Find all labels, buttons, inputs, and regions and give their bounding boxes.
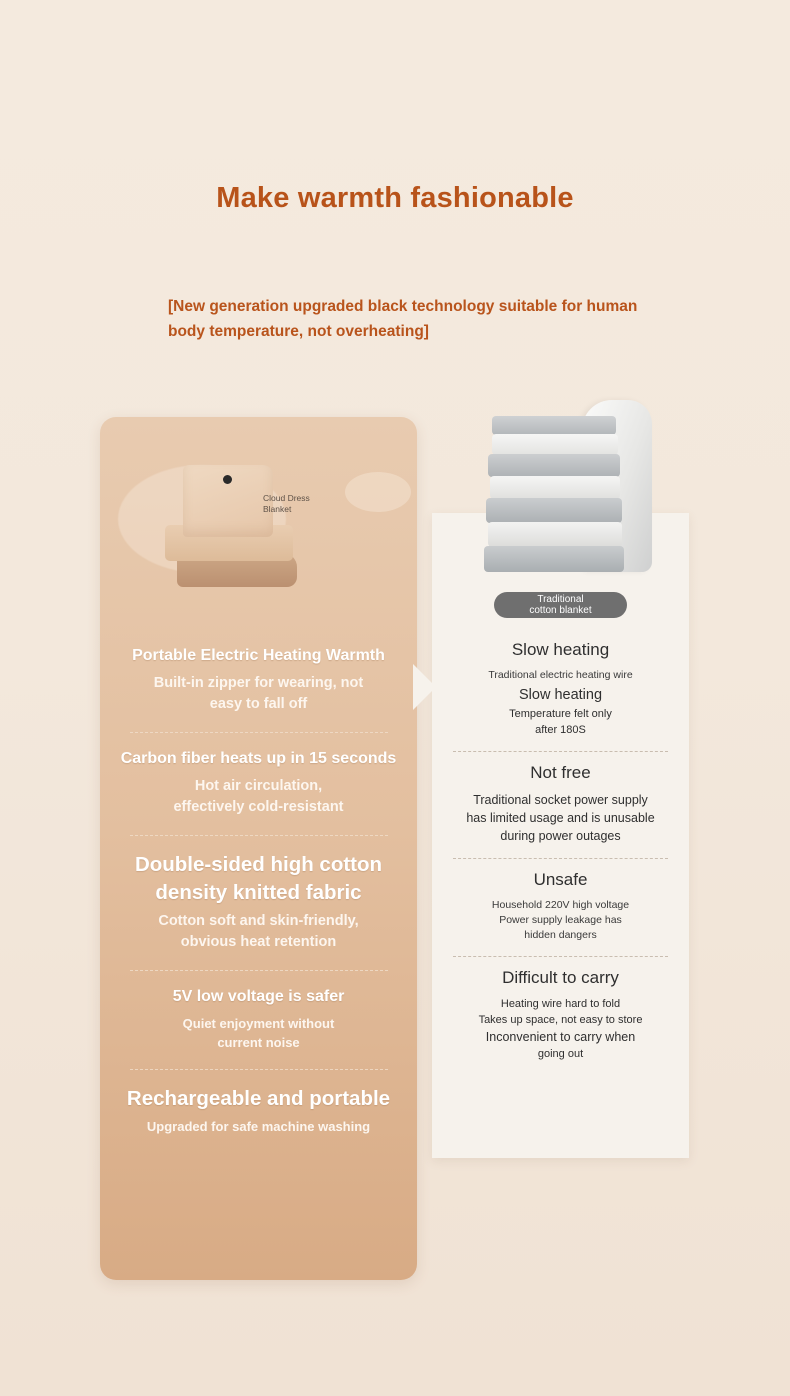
divider	[130, 1069, 388, 1070]
towel-layer	[492, 416, 616, 435]
comparison-item-line: Power supply leakage has	[499, 914, 622, 926]
comparison-item-line: Traditional socket power supply	[473, 793, 648, 807]
comparison-item-line: during power outages	[500, 829, 621, 843]
comparison-item-line: hidden dangers	[524, 929, 597, 941]
feature-sub: Hot air circulation, effectively cold-resistant	[173, 778, 344, 815]
feature-sub: Built-in zipper for wearing, not easy to fall off	[153, 675, 364, 712]
comparison-item-title: Slow heating	[511, 640, 610, 659]
comparison-item-line: Temperature felt only	[509, 708, 612, 720]
feature-title: 5V low voltage is safer	[172, 988, 345, 1005]
towel-layer	[486, 498, 622, 523]
divider	[453, 858, 668, 859]
page-title: Make warmth fashionable	[216, 182, 574, 214]
towel-layer	[490, 476, 620, 499]
feature-title: Rechargeable and portable	[126, 1087, 391, 1110]
divider	[130, 835, 388, 836]
comparison-item-line: Traditional electric heating wire	[488, 669, 633, 681]
divider	[130, 732, 388, 733]
towel-layer	[484, 546, 624, 572]
divider	[130, 970, 388, 971]
feature-sub: Cotton soft and skin-friendly, obvious heat retention	[158, 913, 359, 950]
divider	[453, 751, 668, 752]
comparison-item-line: Household 220V high voltage	[491, 899, 630, 911]
comparison-item-line: Slow heating	[518, 687, 603, 703]
feature-sub: Upgraded for safe machine washing	[146, 1119, 371, 1134]
comparison-item-line: after 180S	[535, 724, 586, 736]
comparison-item-line: going out	[537, 1048, 584, 1060]
towel-layer	[492, 434, 618, 455]
blanket-button-icon	[223, 475, 232, 484]
towel-layer	[488, 454, 620, 477]
feature-sub: Quiet enjoyment without current noise	[182, 1016, 335, 1050]
traditional-badge-line1: Traditional	[537, 593, 584, 605]
divider	[453, 956, 668, 957]
comparison-item-line: Takes up space, not easy to store	[478, 1014, 643, 1026]
feature-title: Double-sided high cotton density knitted fabric	[134, 853, 383, 904]
product-photo	[100, 417, 417, 632]
product-photo-caption-line2: Blanket	[263, 504, 292, 514]
comparison-item-line: Heating wire hard to fold	[500, 998, 621, 1010]
folded-blanket-shape	[155, 465, 305, 610]
backdrop-ellipse-small	[345, 472, 411, 512]
comparison-item-title: Difficult to carry	[502, 968, 619, 987]
traditional-badge-line2: cotton blanket	[529, 605, 592, 616]
product-photo-caption-line1: Cloud Dress	[263, 493, 310, 503]
page-subtitle: [New generation upgraded black technology suitable for human body temperature, not overheating]	[168, 298, 638, 340]
comparison-item-title: Not free	[530, 763, 591, 782]
towel-layer	[488, 522, 622, 547]
feature-title: Carbon fiber heats up in 15 seconds	[120, 750, 397, 767]
comparison-item-title: Unsafe	[533, 870, 588, 889]
product-photo-caption	[263, 493, 310, 515]
traditional-blanket-photo	[462, 396, 662, 601]
traditional-badge	[494, 592, 627, 618]
comparison-item-line: has limited usage and is unusable	[466, 811, 655, 825]
comparison-item-line: Inconvenient to carry when	[485, 1030, 636, 1044]
comparison-arrow-icon	[413, 664, 436, 710]
feature-title: Portable Electric Heating Warmth	[132, 647, 385, 664]
product-feature-list	[108, 645, 409, 1136]
comparison-content	[452, 592, 669, 1062]
